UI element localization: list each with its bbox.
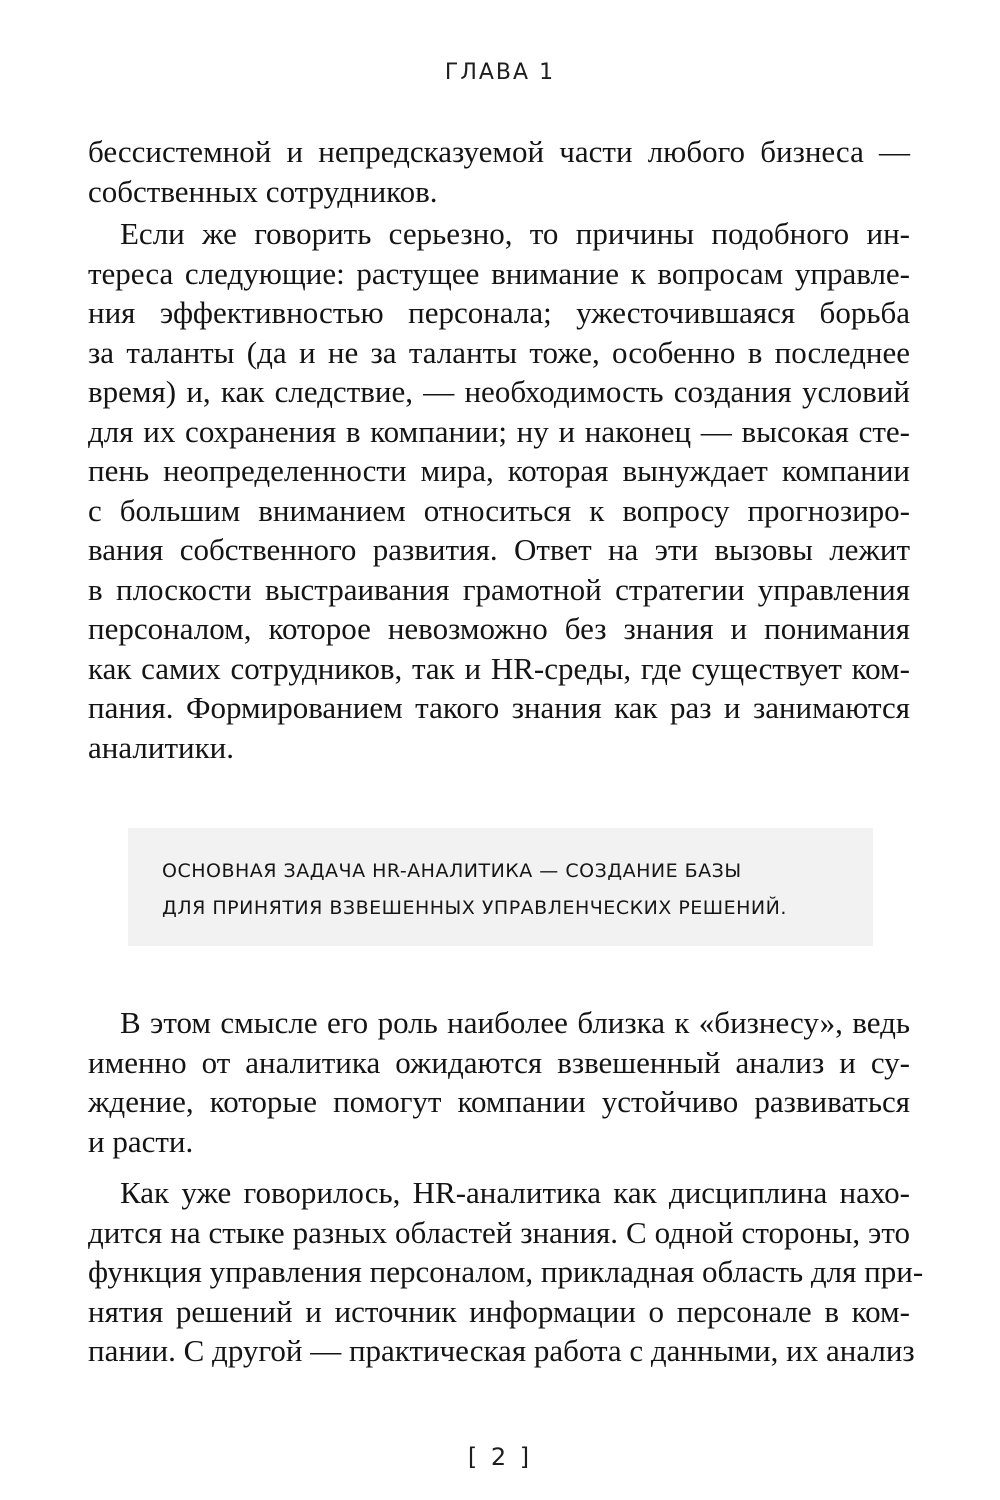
text-line: аналитики.: [88, 729, 234, 765]
text-line: в плоскости выстраивания грамотной стратегии управления: [88, 571, 910, 607]
text-line: дится на стыке разных областей знания. С одной стороны, это: [88, 1214, 910, 1250]
text-line: ждение, которые помогут компании устойчиво развиваться: [88, 1084, 910, 1119]
paragraph-continuation: [88, 132, 910, 211]
text-line: пания. Формированием такого знания как раз и занимаются: [88, 690, 910, 725]
callout-line: ОСНОВНАЯ ЗАДАЧА HR-АНАЛИТИКА — СОЗДАНИЕ БАЗЫ: [162, 860, 742, 882]
text-line: Как уже говорилось, HR-аналитика как дисциплина нахо-: [120, 1175, 910, 1210]
text-line: именно от аналитика ожидаются взвешенный анализ и су-: [88, 1044, 910, 1080]
page-number: [ 2 ]: [467, 1443, 533, 1471]
text-line: собственных сотрудников.: [88, 173, 438, 209]
text-line: для их сохранения в компании; ну и наконец — высокая сте-: [88, 413, 910, 449]
text-line: и расти.: [88, 1123, 194, 1159]
running-head: ГЛАВА 1: [444, 60, 556, 85]
paragraph-hr-interest-reasons: [88, 214, 910, 767]
text-line: как самих сотрудников, так и HR-среды, где существует ком-: [88, 650, 910, 686]
text-line: за таланты (да и не за таланты тоже, особенно в последнее: [88, 334, 910, 370]
callout-box: [128, 828, 873, 946]
text-line: функция управления персоналом, прикладная область для при-: [88, 1254, 924, 1289]
text-line: пень неопределенности мира, которая вынуждает компании: [88, 453, 910, 488]
text-line: нятия решений и источник информации о персонале в ком-: [88, 1293, 910, 1329]
callout-line: ДЛЯ ПРИНЯТИЯ ВЗВЕШЕННЫХ УПРАВЛЕНЧЕСКИХ РЕШЕНИЙ.: [162, 897, 787, 919]
text-line: В этом смысле его роль наиболее близка к «бизнесу», ведь: [120, 1005, 910, 1040]
paragraph-analyst-role: [88, 1003, 910, 1161]
text-line: вания собственного развития. Ответ на эти вызовы лежит: [88, 532, 910, 567]
text-line: время) и, как следствие, — необходимость создания условий: [88, 374, 910, 409]
text-line: ния эффективностью персонала; ужесточившаяся борьба: [88, 295, 910, 330]
paragraph-hr-analytics-discipline: [88, 1173, 924, 1371]
text-line: тереса следующие: растущее внимание к вопросам управле-: [88, 255, 910, 291]
text-line: персоналом, которое невозможно без знания и понимания: [88, 611, 910, 646]
text-line: бессистемной и непредсказуемой части любого бизнеса —: [88, 134, 910, 169]
text-line: Если же говорить серьезно, то причины подобного ин-: [120, 216, 910, 251]
text-line: с большим вниманием относиться к вопросу прогнозиро-: [88, 492, 910, 528]
text-line: пании. С другой — практическая работа с данными, их анализ: [88, 1333, 915, 1368]
